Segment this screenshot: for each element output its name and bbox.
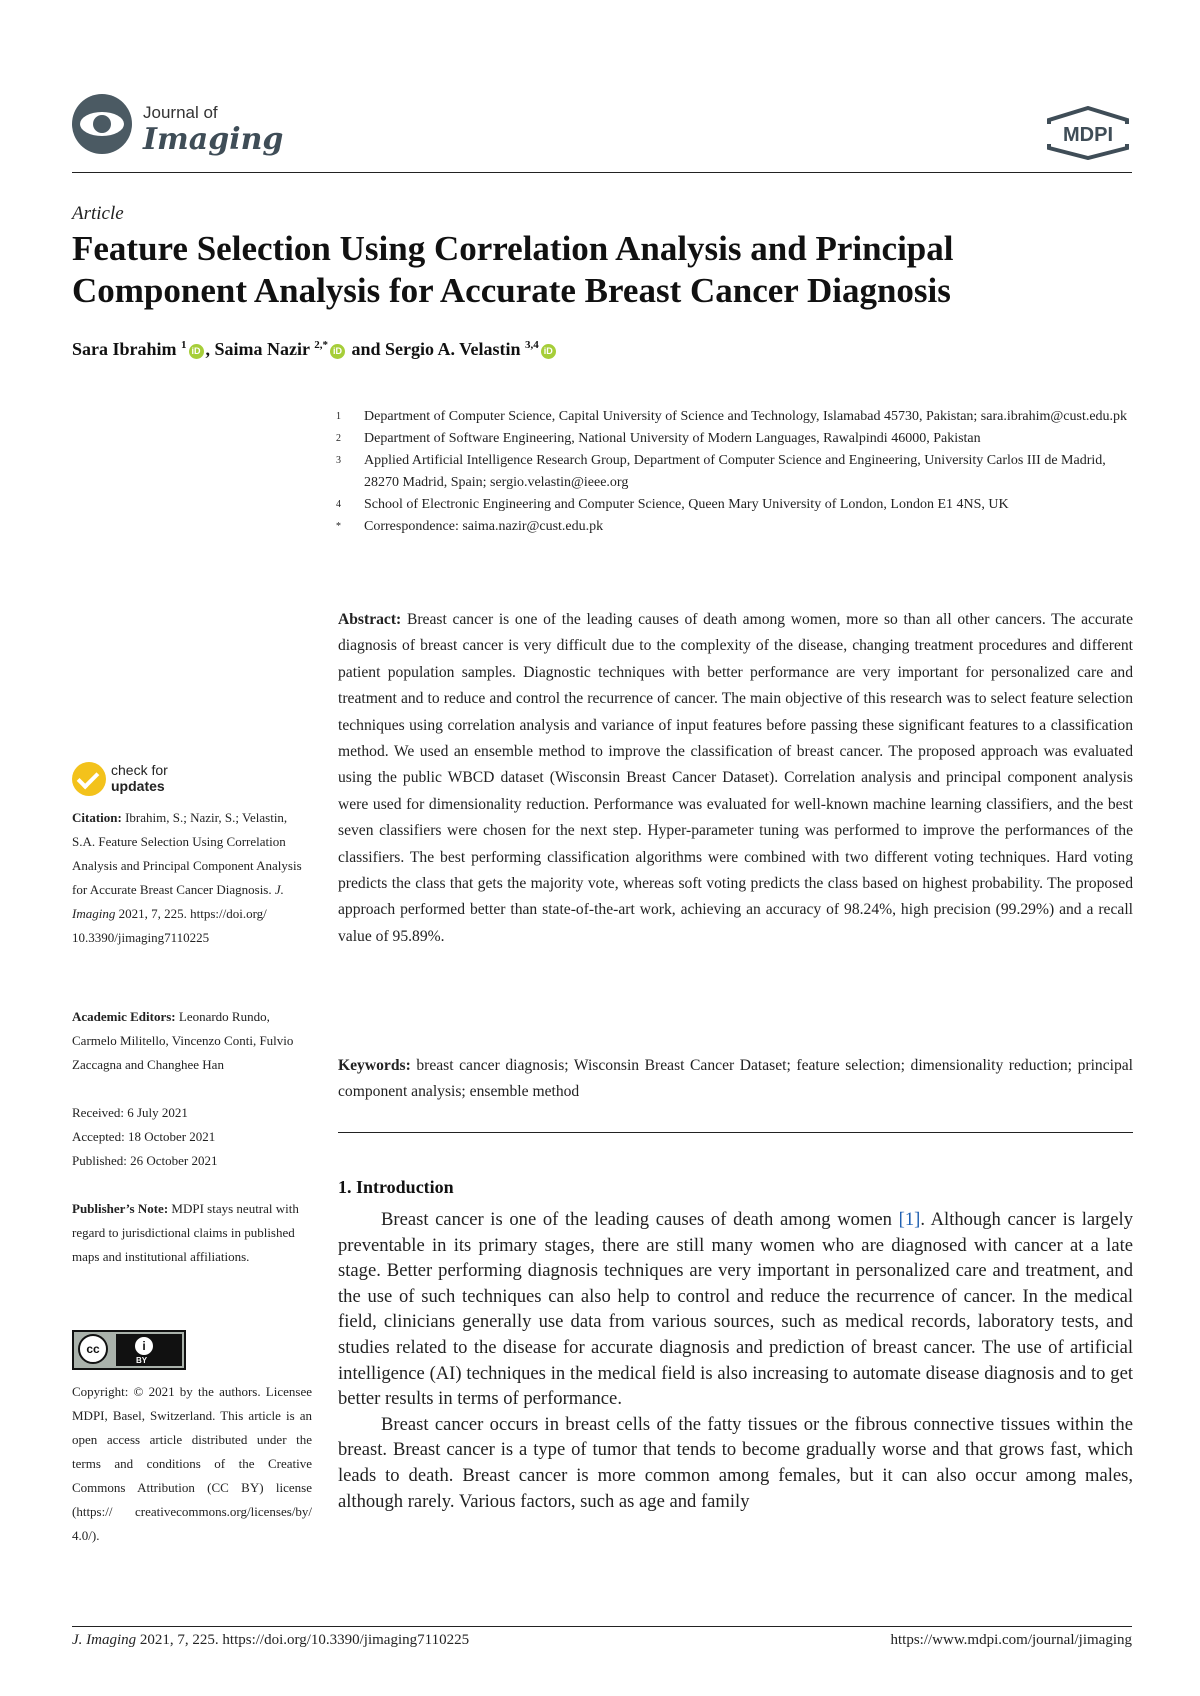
author-affiliation: 3,4 <box>525 339 539 351</box>
affiliation-list <box>336 406 1136 538</box>
affiliation-item <box>336 406 1136 428</box>
article-title: Feature Selection Using Correlation Analysis and Principal Component Analysis for Accurate Breast Cancer Diagnosis <box>72 229 954 310</box>
paragraph-text: Breast cancer is one of the leading causes of death among women <box>381 1209 899 1230</box>
publisher-note-text: MDPI stays neutral with regard to jurisdictional claims in published maps and institutional affiliations. <box>72 1201 299 1264</box>
affiliation-text: Department of Computer Science, Capital University of Science and Technology, Islamabad 45730, Pakistan; sara.ibrahim@cust.edu.pk <box>364 409 1128 424</box>
cc-by-label: BY <box>136 1356 148 1365</box>
author-name: Sergio A. Velastin <box>384 339 521 359</box>
paragraph: Breast cancer occurs in breast cells of the fatty tissues or the fibrous connective tissues within the breast. Breast cancer is a type of tumor that tends to become gradually worse and that grows fast, which leads to death. Breast cancer is more common among females, but it can also occur among males, although rarely. Various factors, such as age and family <box>338 1413 1133 1512</box>
keywords-text: breast cancer diagnosis; Wisconsin Breast Cancer Dataset; feature selection; dimensionality reduction; principal component analysis; ensemble method <box>338 1057 1133 1101</box>
keywords <box>338 1053 1133 1106</box>
publisher-note-label: Publisher’s Note: <box>72 1201 169 1216</box>
author-list: Sara Ibrahim $^1$ iD , Saima Nazir $^{2,*}$ iD and Sergio A. Velastin $^{3,4}$ iD <box>72 339 558 360</box>
affiliation-number: 2 <box>336 433 341 444</box>
updates-label: updates <box>111 778 165 794</box>
citation-journal: J. Imaging <box>72 882 284 921</box>
abstract <box>338 607 1133 950</box>
affiliation-number: * <box>336 521 341 532</box>
journal-name: Imaging <box>143 122 284 157</box>
introduction-body <box>338 1207 1133 1514</box>
dates-block <box>72 1101 312 1173</box>
footer-doi[interactable]: 2021, 7, 225. https://doi.org/10.3390/jimaging7110225 <box>139 1632 470 1648</box>
affiliation-item <box>336 450 1136 494</box>
affiliation-text: Applied Artificial Intelligence Research Group, Department of Computer Science and Engineering, University Carlos III de Madrid, 28270 Madrid, Spain; sergio.velastin@ieee.org <box>364 453 1106 490</box>
mdpi-logo-text: MDPI <box>1063 124 1113 146</box>
author-affiliation: 2,* <box>314 339 328 351</box>
author-name: Saima Nazir <box>214 339 310 359</box>
published-date: Published: 26 October 2021 <box>72 1153 218 1168</box>
affiliation-text: Department of Software Engineering, National University of Modern Languages, Rawalpindi 46000, Pakistan <box>364 431 981 446</box>
citation-label: Citation: <box>72 810 122 825</box>
orcid-icon[interactable]: iD <box>541 344 556 359</box>
author-affiliation: 1 <box>181 339 187 351</box>
cc-icon: cc <box>78 1334 108 1364</box>
editors-label: Academic Editors: <box>72 1009 176 1024</box>
keywords-label: Keywords: <box>338 1057 411 1074</box>
attribution-person-icon: i <box>133 1335 155 1357</box>
citation-link[interactable]: [1] <box>898 1209 921 1230</box>
check-for-label: check for <box>111 762 168 778</box>
affiliation-item <box>336 516 1136 538</box>
footer-citation <box>72 1632 469 1649</box>
received-date: Received: 6 July 2021 <box>72 1105 188 1120</box>
header-rule <box>72 172 1132 173</box>
affiliation-text: School of Electronic Engineering and Computer Science, Queen Mary University of London, London E1 4NS, UK <box>364 497 1009 512</box>
accepted-date: Accepted: 18 October 2021 <box>72 1129 216 1144</box>
citation-doi[interactable]: 2021, 7, 225. https://doi.org/ 10.3390/jimaging7110225 <box>72 906 267 945</box>
article-type: Article <box>72 203 124 224</box>
citation-block <box>72 806 312 950</box>
academic-editors-block <box>72 1005 312 1077</box>
affiliation-number: 3 <box>336 455 341 466</box>
orcid-icon[interactable]: iD <box>189 344 204 359</box>
copyright-block: Copyright: © 2021 by the authors. Licensee MDPI, Basel, Switzerland. This article is an open access article distributed under the terms and conditions of the Creative Commons Attribution (CC BY) license (https:// creativecommons.org/licenses/by/ 4.0/). <box>72 1384 312 1543</box>
footer-journal: J. Imaging <box>72 1632 137 1648</box>
affiliation-number: 1 <box>336 411 341 422</box>
mdpi-logo <box>1045 106 1131 160</box>
citation-text: Ibrahim, S.; Nazir, S.; Velastin, S.A. Feature Selection Using Correlation Analysis and Principal Component Analysis for Accurate Breast Cancer Diagnosis. <box>72 810 302 897</box>
section-divider <box>338 1132 1133 1133</box>
abstract-label: Abstract: <box>338 611 402 628</box>
section-heading-introduction: 1. Introduction <box>338 1177 454 1197</box>
journal-of-label: Journal of <box>143 103 218 122</box>
affiliation-item <box>336 494 1136 516</box>
correspondence-text: Correspondence: saima.nazir@cust.edu.pk <box>364 519 604 534</box>
orcid-icon[interactable]: iD <box>330 344 345 359</box>
journal-logo-pupil <box>93 115 111 133</box>
footer-journal-url[interactable]: https://www.mdpi.com/journal/jimaging <box>890 1632 1132 1648</box>
publisher-note-block <box>72 1197 312 1269</box>
author-name: Sara Ibrahim <box>72 339 177 359</box>
editors-text: Leonardo Rundo, Carmelo Militello, Vincenzo Conti, Fulvio Zaccagna and Changhee Han <box>72 1009 294 1072</box>
authors-and: and <box>351 339 381 359</box>
check-for-updates-button[interactable] <box>111 762 168 794</box>
abstract-text: Breast cancer is one of the leading causes of death among women, more so than all other cancers. The accurate diagnosis of breast cancer is very difficult due to the complexity of the disease, changing treatment procedures and different patient population samples. Diagnostic techniques with better performance are very important for personalized care and treatment and to reduce and control the recurrence of cancer. The main objective of this research was to select feature selection techniques using correlation analysis and variance of input features before passing these significant features to a classification method. We used an ensemble method to improve the classification of breast cancer. The proposed approach was evaluated using the public WBCD dataset (Wisconsin Breast Cancer Dataset). Correlation analysis and principal component analysis were used for dimensionality reduction. Performance was evaluated for well-known machine learning classifiers, and the best seven classifiers were chosen for the next step. Hyper-parameter tuning was performed to improve the performances of the classifiers. The best performing classification algorithms were combined with two different voting techniques. Hard voting predicts the class that gets the majority vote, whereas soft voting predicts the class based on highest probability. The proposed approach performed better than state-of-the-art work, achieving an accuracy of 98.24%, high precision (99.29%) and a recall value of 95.89%. <box>338 611 1133 945</box>
paragraph <box>338 1207 1133 1412</box>
affiliation-number: 4 <box>336 499 341 510</box>
paragraph-text: . Although cancer is largely preventable in its primary stages, there are still many women who are diagnosed with cancer at a late stage. Better performing diagnosis techniques are very important in personalized care and treatment, and the use of such techniques can also help to control and reduce the recurrence of cancer. In the medical field, clinicians generally use data from various sources, such as medical records, laboratory tests, and studies related to the disease for accurate diagnosis and prediction of breast cancer. The use of artificial intelligence (AI) techniques in the medical field is also increasing to automate disease diagnosis and to get better results in terms of performance. <box>338 1209 1133 1410</box>
footer-rule <box>72 1626 1132 1627</box>
affiliation-item <box>336 428 1136 450</box>
